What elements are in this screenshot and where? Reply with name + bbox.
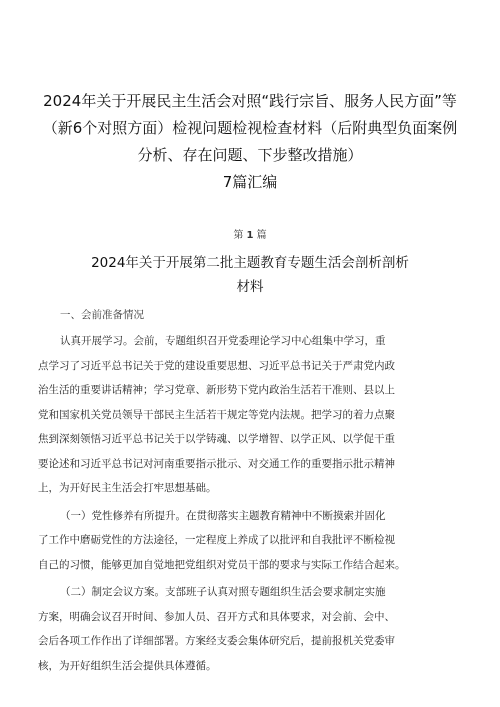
paragraph-line: 了工作中磨砺党性的方法途径，一定程度上养成了以批评和自我批评不断检视 [38,534,395,546]
title-line: 分析、存在问题、下步整改措施） [137,146,363,164]
paragraph-line: 自己的习惯，能够更加自觉地把党组织对党员干部的要求与实际工作结合起来。 [38,558,406,571]
paragraph-line: 治生活的重要讲话精神；学习党章、新形势下党内政治生活若干准则、县以上 [38,384,395,396]
title-line: 7篇汇编 [222,173,278,191]
paragraph-line: 点学习了习近平总书记关于党的建设重要思想、习近平总书记关于严肃党内政 [38,359,395,372]
part-prefix: 第 [233,230,244,241]
section-heading: 一、会前准备情况 [60,309,144,321]
subtitle-line: 2024年关于开展第二批主题教育专题生活会剖析剖析 [91,255,409,271]
paragraph-study [38,329,462,501]
paragraph-line: 核，为开好组织生活会提供具体遵循。 [38,659,217,672]
paragraph-line: 上，为开好民主生活会打牢思想基础。 [38,482,217,494]
document-title [38,0,462,196]
paragraph-line: （二）制定会议方案。支部班子认真对照专题组织生活会要求制定实施 [60,586,386,598]
part-number: 1 [246,230,254,241]
part-label [38,229,462,243]
paragraph-meeting-plan [38,580,462,678]
title-line: （新6个对照方面）检视问题检视检查材料（后附典型负面案例 [42,119,458,137]
paragraph-line: 焦到深刻领悟习近平总书记关于以学铸魂、以学增智、以学正风、以学促干重 [38,433,395,445]
section-title [38,251,462,299]
title-line: 2024年关于开展民主生活会对照“践行宗旨、服务人民方面”等 [43,92,457,110]
paragraph-line: 要论述和习近平总书记对河南重要指示批示、对交通工作的重要指示批示精神 [38,457,395,470]
subtitle-line: 材料 [236,279,264,295]
paragraph-line: 会后各项工作作出了详细部署。方案经支委会集体研究后，提前报机关党委审 [38,635,395,647]
paragraph-line: 方案，明确会议召开时间、参加人员、召开方式和具体要求，对会前、会中、 [38,610,395,623]
paragraph-line: 党和国家机关党员领导干部民主生活若干规定等党内法规。把学习的着力点聚 [38,408,395,421]
paragraph-line: （一）党性修养有所提升。在贯彻落实主题教育精神中不断摸索并固化 [60,509,386,522]
paragraph-party-spirit [38,504,462,578]
paragraph-line: 认真开展学习。会前，专题组织召开党委理论学习中心组集中学习，重 [60,335,386,347]
part-suffix: 篇 [256,230,267,241]
